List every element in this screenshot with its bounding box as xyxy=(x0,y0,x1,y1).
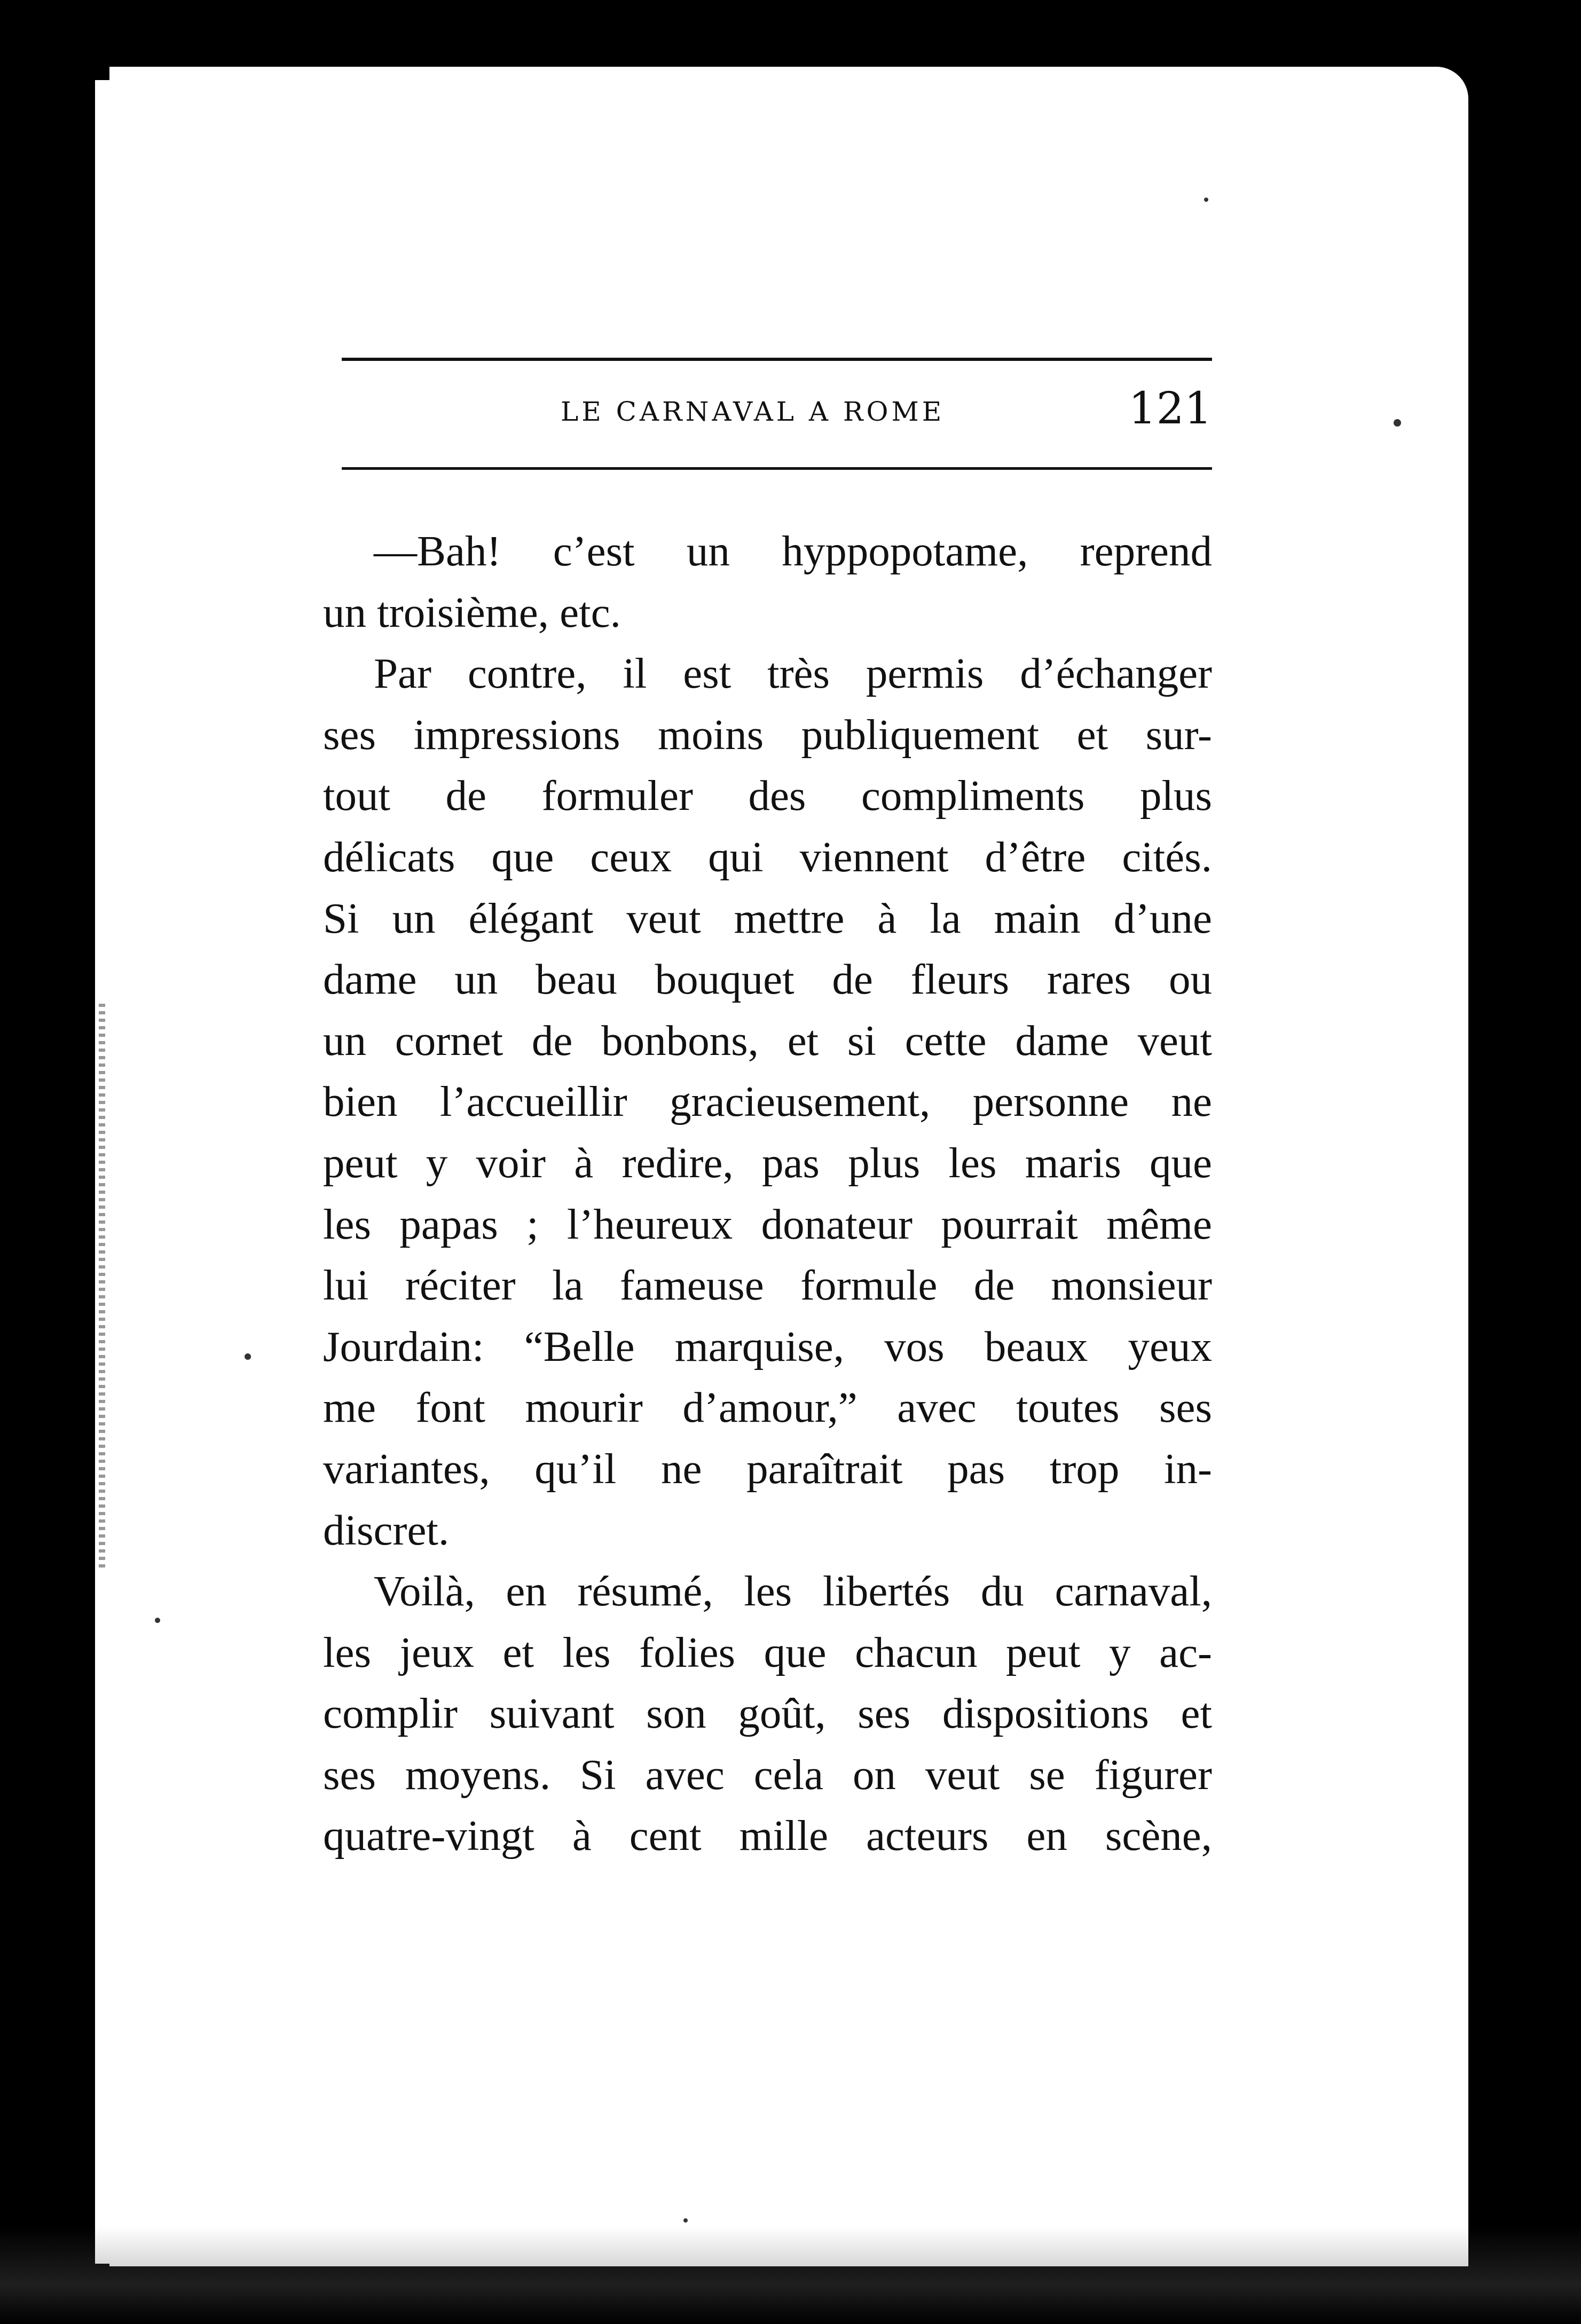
ink-speck xyxy=(1394,419,1401,427)
text-line: ses moyens. Si avec cela on veut se figurer xyxy=(323,1750,1212,1799)
text-line: bien l’accueillir gracieusement, personne ne xyxy=(323,1077,1212,1126)
text-line: —Bah! c’est un hyppopotame, reprend xyxy=(374,527,1212,575)
text-line: dame un beau bouquet de fleurs rares ou xyxy=(323,955,1212,1004)
text-line: Par contre, il est très permis d’échanger xyxy=(374,649,1212,698)
body-text xyxy=(323,521,1212,1866)
header-top-rule xyxy=(342,358,1212,361)
text-line: lui réciter la fameuse formule de monsieur xyxy=(323,1261,1212,1310)
ink-speck xyxy=(683,2218,688,2223)
page-bottom-shadow xyxy=(0,2226,1581,2324)
text-line: tout de formuler des compliments plus xyxy=(323,771,1212,820)
text-line: Jourdain: “Belle marquise, vos beaux yeux xyxy=(323,1322,1212,1370)
binding-gutter xyxy=(95,80,116,2264)
running-title: LE CARNAVAL A ROME xyxy=(561,396,945,427)
page-number: 121 xyxy=(1128,383,1212,434)
text-line: les jeux et les folies que chacun peut y ac- xyxy=(323,1628,1212,1676)
text-line: Si un élégant veut mettre à la main d’une xyxy=(323,894,1212,942)
text-line: délicats que ceux qui viennent d’être cités. xyxy=(323,832,1212,881)
text-line: un troisième, etc. xyxy=(323,588,621,636)
text-line: les papas ; l’heureux donateur pourrait même xyxy=(323,1200,1212,1248)
text-line: variantes, qu’il ne paraîtrait pas trop in- xyxy=(323,1444,1212,1493)
text-line: complir suivant son goût, ses dispositions et xyxy=(323,1689,1212,1738)
ink-speck xyxy=(1204,198,1208,202)
running-header xyxy=(342,358,1212,472)
text-line: quatre-vingt à cent mille acteurs en scène, xyxy=(323,1811,1212,1860)
text-line: me font mourir d’amour,” avec toutes ses xyxy=(323,1383,1212,1432)
text-line: un cornet de bonbons, et si cette dame veut xyxy=(323,1016,1212,1065)
text-line: Voilà, en résumé, les libertés du carnaval, xyxy=(374,1567,1212,1616)
text-line: discret. xyxy=(323,1506,450,1554)
text-line: ses impressions moins publiquement et sur- xyxy=(323,710,1212,759)
text-line: peut y voir à redire, pas plus les maris que xyxy=(323,1138,1212,1187)
header-bottom-rule xyxy=(342,467,1212,470)
ink-speck xyxy=(245,1353,251,1360)
ink-speck xyxy=(155,1618,160,1623)
binding-edge-marks xyxy=(99,1004,105,1570)
